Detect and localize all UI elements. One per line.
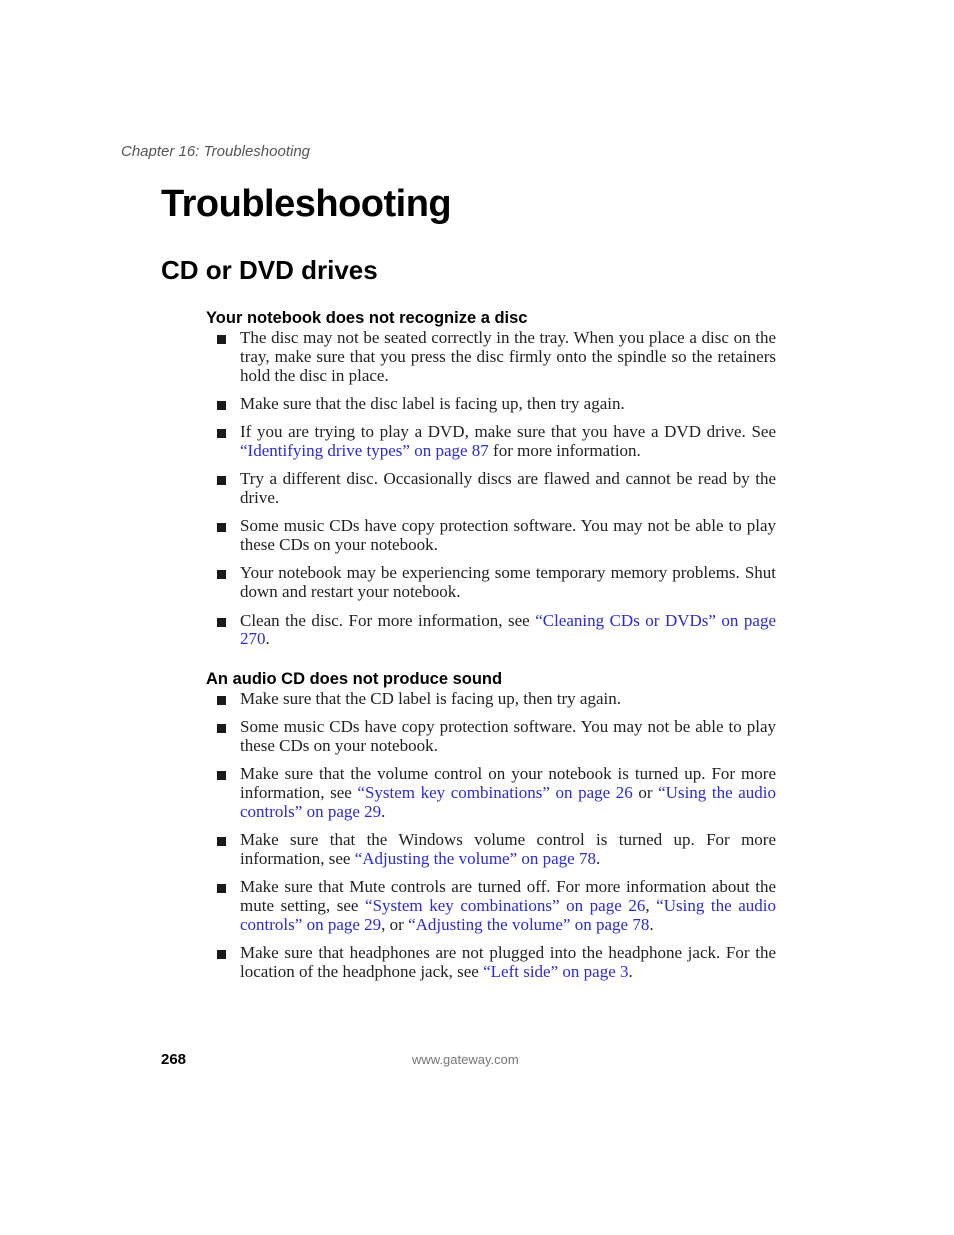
item-text: If you are trying to play a DVD, make sure that you have a DVD drive. See: [240, 422, 776, 442]
list-item: [206, 765, 776, 821]
bullet-list: [206, 690, 776, 982]
footer-url: www.gateway.com: [412, 1052, 519, 1067]
list-item: [206, 831, 776, 869]
cross-reference-link[interactable]: “Cleaning CDs or DVDs” on page 270: [240, 610, 776, 649]
list-item: [206, 944, 776, 982]
list-item: [206, 564, 776, 602]
page-number: 268: [161, 1051, 187, 1068]
item-text: .: [595, 849, 601, 869]
list-item: [206, 612, 776, 650]
square-bullet-icon: [217, 884, 226, 893]
square-bullet-icon: [217, 335, 226, 344]
item-text: Make sure that headphones are not plugged into the headphone jack. For the location of the headphone jack, see: [240, 943, 776, 982]
cross-reference-link[interactable]: “System key combinations” on page 26: [357, 783, 633, 803]
subsection-heading: An audio CD does not produce sound: [206, 670, 503, 688]
item-text: Try a different disc. Occasionally discs are flawed and cannot be read by the drive.: [240, 469, 776, 508]
square-bullet-icon: [217, 429, 226, 438]
item-text: Your notebook may be experiencing some temporary memory problems. Shut down and restart your notebook.: [240, 563, 776, 602]
cross-reference-link[interactable]: “Using the audio controls” on page 29: [240, 896, 777, 934]
list-item: [206, 395, 776, 414]
list-item: [206, 329, 776, 385]
cross-reference-link[interactable]: “Adjusting the volume” on page 78: [408, 914, 650, 934]
section-title: CD or DVD drives: [161, 255, 378, 285]
subsection-audio-no-sound: [206, 669, 776, 991]
subsection-disc-not-recognized: [206, 308, 776, 659]
item-text: Make sure that the Windows volume control is turned up. For more information, see: [240, 830, 776, 869]
list-item: [206, 517, 776, 555]
square-bullet-icon: [217, 618, 226, 627]
subsection-heading: Your notebook does not recognize a disc: [206, 309, 528, 327]
item-text: Some music CDs have copy protection software. You may not be able to play these CDs on your notebook.: [240, 516, 776, 555]
item-text: Make sure that the disc label is facing up, then try again.: [240, 393, 625, 413]
running-head: Chapter 16: Troubleshooting: [121, 143, 311, 160]
cross-reference-link[interactable]: “Using the audio controls” on page 29: [240, 783, 777, 821]
item-text: .: [381, 801, 386, 821]
item-text: Make sure that Mute controls are turned off. For more information about the mute setting, see: [240, 877, 776, 916]
square-bullet-icon: [217, 401, 226, 410]
item-text: .: [265, 629, 270, 649]
square-bullet-icon: [217, 570, 226, 579]
list-item: [206, 470, 776, 508]
square-bullet-icon: [217, 724, 226, 733]
cross-reference-link[interactable]: “System key combinations” on page 26: [365, 896, 646, 916]
cross-reference-link[interactable]: “Identifying drive types” on page 87: [240, 440, 489, 460]
square-bullet-icon: [217, 771, 226, 780]
item-text: ,: [645, 896, 657, 916]
square-bullet-icon: [217, 476, 226, 485]
item-text: The disc may not be seated correctly in the tray. When you place a disc on the tray, make sure that you press the disc firmly onto the spindle so the retainers hold the disc in place.: [240, 328, 776, 385]
square-bullet-icon: [217, 523, 226, 532]
square-bullet-icon: [217, 696, 226, 705]
cross-reference-link[interactable]: “Adjusting the volume” on page 78: [354, 849, 596, 869]
bullet-list: [206, 329, 776, 649]
square-bullet-icon: [217, 950, 226, 959]
square-bullet-icon: [217, 837, 226, 846]
list-item: [206, 718, 776, 756]
item-text: , or: [381, 914, 409, 934]
item-text: for more information.: [488, 440, 641, 460]
item-text: Clean the disc. For more information, see: [240, 610, 536, 630]
cross-reference-link[interactable]: “Left side” on page 3: [483, 962, 629, 982]
item-text: .: [649, 914, 654, 934]
list-item: [206, 423, 776, 461]
item-text: Some music CDs have copy protection software. You may not be able to play these CDs on your notebook.: [240, 717, 776, 756]
list-item: [206, 690, 776, 709]
chapter-title: Troubleshooting: [161, 183, 452, 225]
item-text: Make sure that the volume control on your notebook is turned up. For more information, see: [240, 764, 776, 803]
item-text: .: [628, 962, 633, 982]
item-text: or: [632, 783, 659, 803]
item-text: Make sure that the CD label is facing up, then try again.: [240, 689, 621, 708]
list-item: [206, 878, 776, 934]
